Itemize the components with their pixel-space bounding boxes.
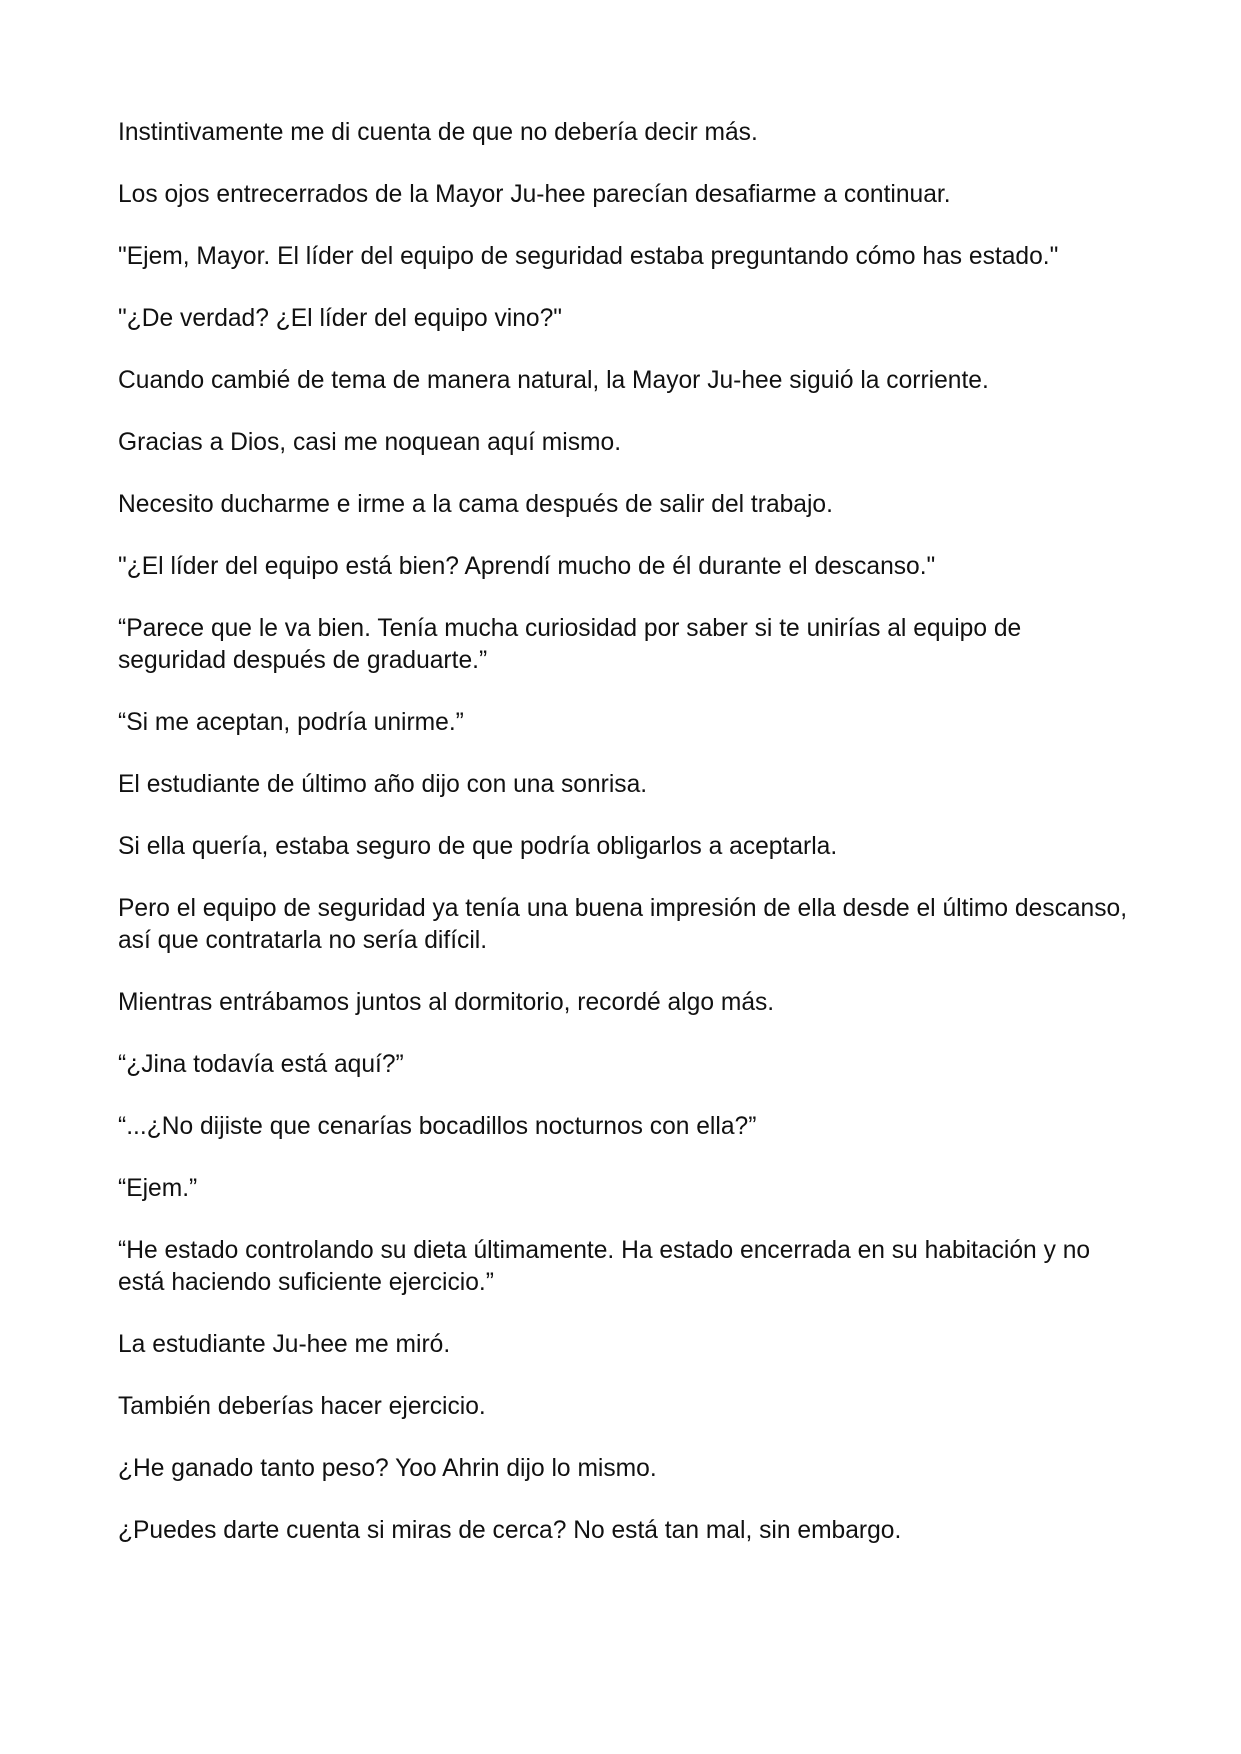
paragraph: “Parece que le va bien. Tenía mucha curiosidad por saber si te unirías al equipo de seguridad después de graduarte.”: [118, 615, 1022, 674]
paragraph: Cuando cambié de tema de manera natural, la Mayor Ju-hee siguió la corriente.: [118, 367, 989, 394]
paragraph: "Ejem, Mayor. El líder del equipo de seguridad estaba preguntando cómo has estado.": [118, 243, 1059, 270]
paragraph: “¿Jina todavía está aquí?”: [118, 1051, 404, 1078]
paragraph: “He estado controlando su dieta últimamente. Ha estado encerrada en su habitación y no está haciendo suficiente ejercicio.”: [118, 1237, 1091, 1296]
paragraph: Gracias a Dios, casi me noquean aquí mismo.: [118, 429, 622, 456]
document-body: [118, 117, 1128, 1577]
paragraph: "¿El líder del equipo está bien? Aprendí mucho de él durante el descanso.": [118, 553, 936, 580]
paragraph: “Si me aceptan, podría unirme.”: [118, 709, 464, 736]
paragraph: ¿He ganado tanto peso? Yoo Ahrin dijo lo mismo.: [118, 1455, 657, 1482]
paragraph: “Ejem.”: [118, 1175, 198, 1202]
paragraph: El estudiante de último año dijo con una sonrisa.: [118, 771, 648, 798]
paragraph: “...¿No dijiste que cenarías bocadillos nocturnos con ella?”: [118, 1113, 757, 1140]
paragraph: La estudiante Ju-hee me miró.: [118, 1331, 451, 1358]
paragraph: Instintivamente me di cuenta de que no debería decir más.: [118, 119, 758, 146]
paragraph: Pero el equipo de seguridad ya tenía una buena impresión de ella desde el último descanso, así que contratarla no sería difícil.: [118, 895, 1128, 954]
paragraph: Si ella quería, estaba seguro de que podría obligarlos a aceptarla.: [118, 833, 838, 860]
paragraph: ¿Puedes darte cuenta si miras de cerca? No está tan mal, sin embargo.: [118, 1517, 902, 1544]
paragraph: También deberías hacer ejercicio.: [118, 1393, 486, 1420]
paragraph: Los ojos entrecerrados de la Mayor Ju-hee parecían desafiarme a continuar.: [118, 181, 951, 208]
paragraph: Necesito ducharme e irme a la cama después de salir del trabajo.: [118, 491, 833, 518]
paragraph: Mientras entrábamos juntos al dormitorio, recordé algo más.: [118, 989, 775, 1016]
paragraph: "¿De verdad? ¿El líder del equipo vino?": [118, 305, 562, 332]
